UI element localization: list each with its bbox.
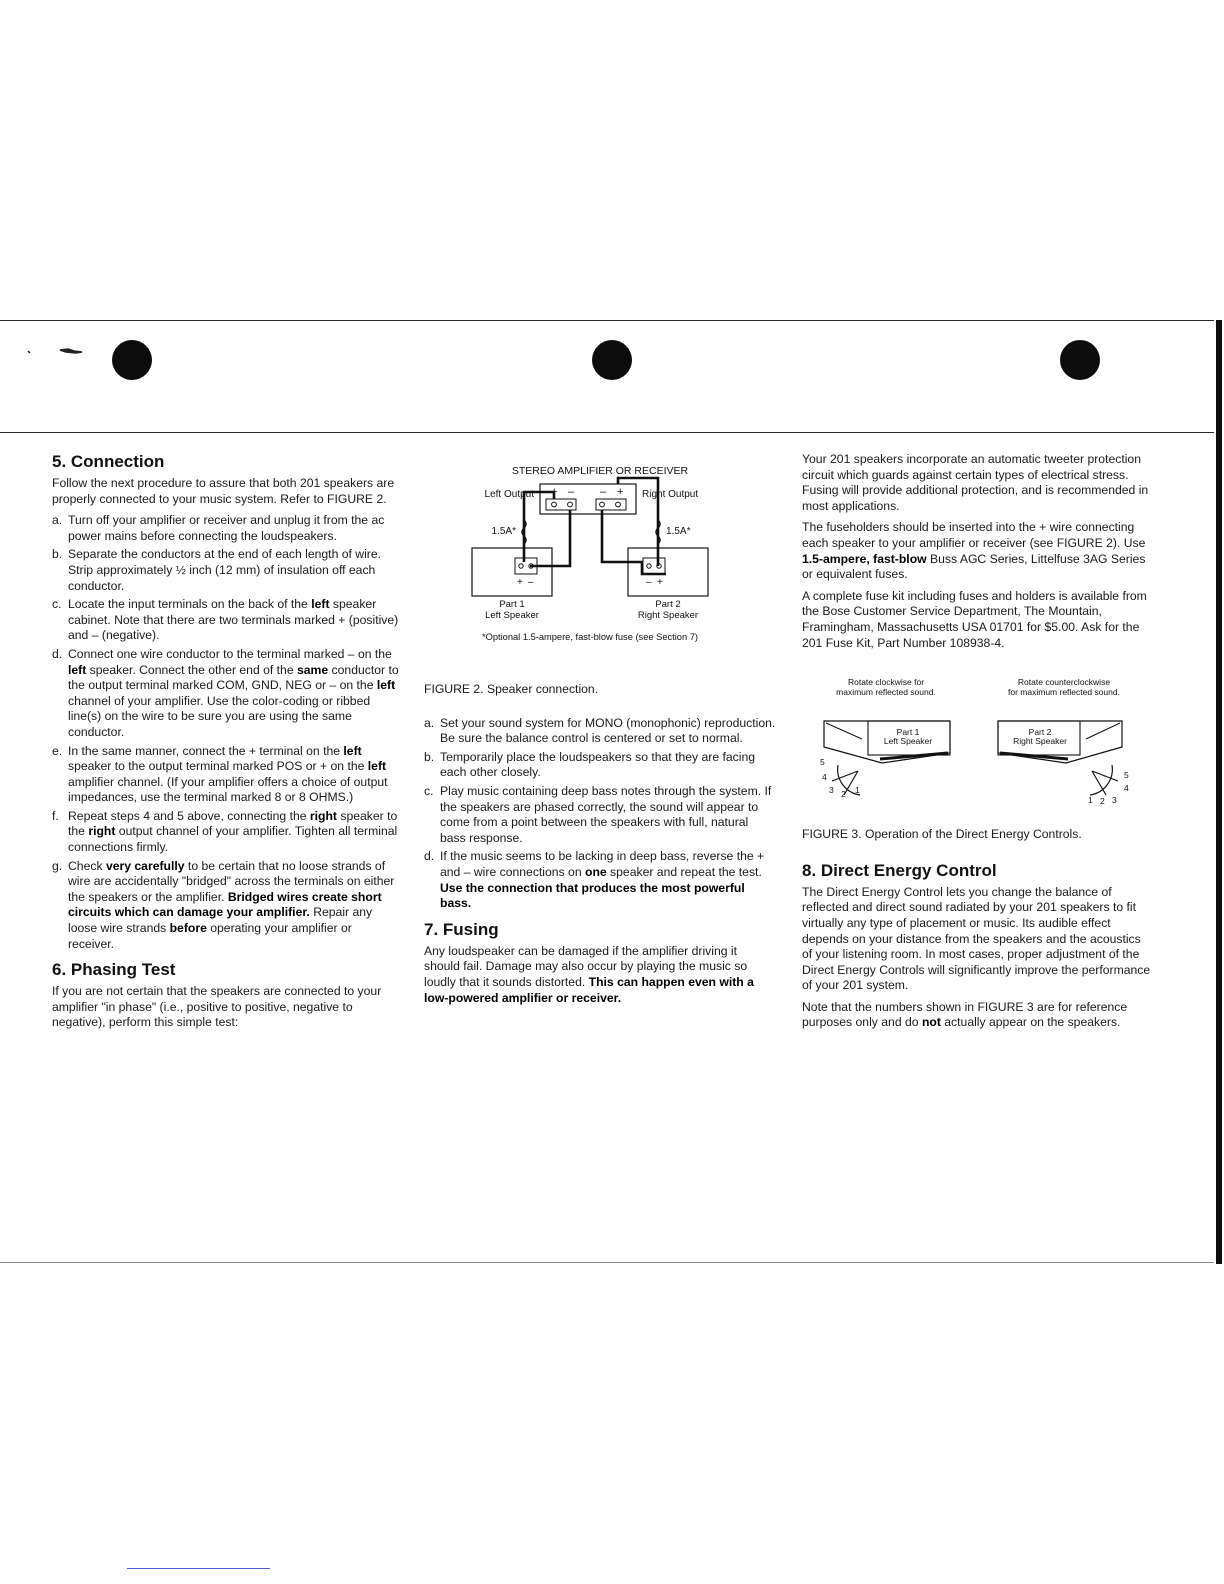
emphasis: left [376, 678, 396, 693]
step-marker: c. [424, 783, 434, 798]
step-text: In the same manner, connect the + terminal on the [68, 743, 344, 758]
step-text: Locate the input terminals on the back of the [68, 597, 312, 612]
right-speaker-terminals [643, 558, 665, 574]
connection-steps [52, 513, 400, 952]
left-output-label: Left Output [484, 489, 534, 500]
speaker-connection-diagram [424, 462, 776, 662]
emphasis: left [367, 759, 387, 774]
binder-hole-icon [112, 340, 152, 380]
emphasis: 1.5-ampere, fast-blow [802, 551, 927, 566]
fuse-kit-paragraph: A complete fuse kit including fuses and holders is available from the Bose Customer Service Department, The Mountain, Framingham, Massachusetts USA 01701 for $5.00. Ask for the 201 Fuse Kit, Part Number 108938-4. [802, 588, 1147, 650]
left-n1: 1 [855, 785, 860, 796]
section-7-body [424, 944, 776, 1006]
body-text: The fuseholders should be inserted into the + wire connecting each speaker to your amplifier or receiver (see FIGURE 2). Use [802, 520, 1146, 550]
right-rotate-note-1: Rotate counterclockwise [1017, 677, 1111, 688]
step-marker: a. [424, 715, 435, 730]
bottom-rule [0, 1262, 1214, 1263]
left-speaker-label: Left Speaker [883, 736, 933, 747]
section-5-intro: Follow the next procedure to assure that both 201 speakers are properly connected to your music system. Refer to FIGURE 2. [52, 476, 395, 506]
step-text: Connect one wire conductor to the terminal marked – on the [68, 646, 392, 661]
emphasis: very carefully [105, 858, 185, 873]
right-rotate-note-2: for maximum reflected sound. [1008, 687, 1120, 698]
right-spk-plus: + [657, 577, 663, 588]
left-spk-plus: + [517, 577, 523, 588]
figure-3-caption: FIGURE 3. Operation of the Direct Energy Controls. [802, 827, 1082, 842]
section-8-title: 8. Direct Energy Control [802, 860, 997, 880]
section-8-note [802, 1000, 1154, 1031]
right-output-label: Right Output [642, 489, 699, 500]
scan-smudge-icon [26, 345, 86, 359]
emphasis: This can happen even with a low-powered amplifier or receiver. [424, 974, 754, 1005]
direct-energy-control-diagram [802, 677, 1154, 827]
left-part-label: Part 1 [896, 727, 920, 738]
step-c [52, 597, 400, 644]
left-fuse-label: 1.5A* [491, 526, 516, 537]
left-rotate-note-2: maximum reflected sound. [836, 687, 936, 698]
step-text: to be certain that no loose strands of wire are accidentally "bridged" across the terminals on either the speakers or the amplifier. [68, 858, 395, 904]
section-5-title: 5. Connection [52, 452, 165, 471]
step-text: Play music containing deep bass notes through the system. If the speakers are phased correctly, the sound will appear to come from a point between the speakers with full, natural bass response. [440, 783, 772, 845]
step-text: speaker to the [68, 808, 398, 839]
body-text: Note that the numbers shown in FIGURE 3 are for reference purposes only and do [802, 999, 1128, 1030]
body-text: actually appear on the speakers. [940, 1015, 1121, 1030]
right-fuse-label: 1.5A* [666, 526, 691, 537]
step-marker: f. [52, 808, 59, 823]
binder-hole-icon [592, 340, 632, 380]
step-d [52, 647, 400, 741]
step-marker: e. [52, 743, 63, 758]
step-marker: d. [52, 646, 63, 661]
right-n1: 1 [1088, 795, 1093, 806]
section-7-title: 7. Fusing [424, 919, 499, 939]
emphasis: left [311, 597, 330, 612]
step-f [52, 809, 400, 856]
step-text: Separate the conductors at the end of each length of wire. Strip approximately ½ inch (12 mm) of insulation off each conductor. [68, 547, 382, 593]
phasing-step-d [424, 849, 776, 911]
left-n3: 3 [829, 785, 834, 796]
amp-left-plus: + [551, 486, 558, 498]
step-text: amplifier channel. (If your amplifier offers a choice of output impedances, use the terminal marked 8 or 8 OHMS.) [68, 774, 388, 805]
emphasis: one [585, 864, 607, 879]
right-n2: 2 [1100, 796, 1105, 807]
step-text: channel of your amplifier. Use the color-coding or ribbed line(s) on the wire to be sure you are using the same conductor. [68, 693, 371, 739]
left-n4: 4 [822, 772, 827, 783]
fuseholder-paragraph [802, 520, 1154, 582]
right-speaker-label: Right Speaker [1013, 736, 1067, 747]
speaker-terminal-icon [647, 564, 651, 568]
step-marker: b. [52, 547, 63, 562]
step-text: Turn off your amplifier or receiver and unplug it from the ac power mains before connecting the loudspeakers. [68, 513, 385, 543]
page-edge-shadow [1216, 320, 1222, 1264]
header-rule [0, 432, 1214, 433]
emphasis: same [297, 662, 329, 677]
figure-3-diagram [802, 677, 1154, 827]
phasing-step-b [424, 750, 776, 781]
left-speaker-box [472, 548, 552, 596]
left-rotate-note-1: Rotate clockwise for [847, 677, 925, 688]
step-text: operating your amplifier or receiver. [68, 921, 352, 951]
left-spk-minus: – [528, 577, 534, 588]
step-text: speaker and repeat the test. [606, 864, 762, 879]
right-part-label: Part 2 [655, 599, 681, 610]
right-n5: 5 [1124, 770, 1129, 781]
phasing-step-c [424, 784, 776, 846]
right-n3: 3 [1112, 795, 1117, 806]
right-part-label: Part 2 [1028, 727, 1052, 738]
section-6-intro: If you are not certain that the speakers are connected to your amplifier "in phase" (i.e., positive to positive, negative to negative), perform this simple test: [52, 984, 382, 1030]
amp-terminal-icon [616, 502, 621, 507]
step-text: Set your sound system for MONO (monophonic) reproduction. Be sure the balance control is centered or set to normal. [440, 715, 776, 746]
emphasis: left [68, 662, 87, 677]
emphasis: not [921, 1015, 941, 1030]
left-speaker-label: Left Speaker [485, 610, 539, 621]
step-a [52, 513, 400, 544]
step-text: speaker cabinet. Note that there are two terminals marked + (positive) and – (negative). [68, 597, 399, 643]
step-marker: d. [424, 849, 435, 864]
step-marker: g. [52, 858, 63, 873]
phasing-steps [424, 716, 776, 912]
emphasis: right [309, 808, 337, 823]
step-text: Check [68, 858, 106, 873]
column-middle [424, 462, 776, 1012]
amp-right-terminal-block [596, 499, 626, 510]
left-part-label: Part 1 [499, 599, 525, 610]
step-e [52, 744, 400, 806]
emphasis: right [88, 824, 116, 839]
step-text: speaker to the output terminal marked POS or + on the [68, 759, 368, 774]
amp-terminal-icon [600, 502, 605, 507]
fuse-footnote: *Optional 1.5-ampere, fast-blow fuse (see Section 7) [481, 632, 699, 642]
amp-left-minus: – [568, 486, 575, 498]
body-text: Buss AGC Series, Littelfuse 3AG Series or equivalent fuses. [802, 551, 1146, 582]
amplifier-heading: STEREO AMPLIFIER OR RECEIVER [511, 465, 689, 477]
step-text: speaker. Connect the other end of the [86, 662, 297, 677]
speaker-terminal-icon [519, 564, 523, 568]
right-spk-minus: – [646, 577, 652, 588]
left-speaker-diagonal [826, 723, 862, 739]
right-n4: 4 [1124, 783, 1129, 794]
amp-right-plus: + [617, 486, 624, 498]
step-text: If the music seems to be lacking in deep bass, reverse the + and – wire connections on [440, 849, 765, 879]
binder-hole-icon [1060, 340, 1100, 380]
emphasis: Bridged wires create short circuits which can damage your amplifier. [68, 889, 382, 920]
amp-right-minus: – [600, 486, 607, 498]
step-marker: a. [52, 513, 63, 528]
step-g [52, 859, 400, 953]
right-speaker-box [628, 548, 708, 596]
left-n5: 5 [820, 757, 825, 768]
bottom-underline [127, 1568, 270, 1569]
body-text: Any loudspeaker can be damaged if the amplifier driving it should fail. Damage may also occur by playing the music so loudly that it sounds distorted. [424, 943, 748, 989]
step-text: Repeat steps 4 and 5 above, connecting the [68, 808, 310, 823]
right-speaker-diagonal [1086, 723, 1120, 739]
right-control-arc-icon [1090, 765, 1118, 795]
amp-terminal-icon [552, 502, 557, 507]
step-text: conductor to the output terminal marked COM, GND, NEG or – on the [68, 662, 399, 693]
step-text: Repair any loose wire strands [68, 905, 373, 936]
section-8-body: The Direct Energy Control lets you change the balance of reflected and direct sound radiated by your 201 speakers to fit virtually any type of placement or music. Its audible effect depends on your distance from the speakers and the acoustics of your listening room. In most cases, proper adjustment of the Direct Energy Controls will significantly improve the performance of your 201 system. [802, 884, 1151, 993]
section-6-title: 6. Phasing Test [52, 960, 176, 980]
figure-2-diagram [424, 462, 776, 662]
step-b [52, 547, 400, 594]
amp-terminal-icon [568, 502, 573, 507]
step-marker: c. [52, 597, 62, 612]
column-left [52, 452, 400, 1037]
left-n2: 2 [841, 789, 846, 800]
phasing-step-a [424, 716, 776, 747]
column-right [802, 452, 1154, 1037]
step-text: Temporarily place the loudspeakers so that they are facing each other closely. [440, 749, 756, 780]
emphasis: Use the connection that produces the most powerful bass. [440, 880, 745, 911]
fusing-protection-paragraph: Your 201 speakers incorporate an automatic tweeter protection circuit which guards against certain types of electrical stress. Fusing will provide additional protection, and is recommended in most applications. [802, 452, 1149, 513]
right-speaker-label: Right Speaker [637, 610, 699, 621]
emphasis: before [169, 921, 207, 936]
amp-left-terminal-block [546, 499, 576, 510]
step-text: output channel of your amplifier. Tighten all terminal connections firmly. [68, 824, 398, 855]
emphasis: left [343, 743, 362, 758]
figure-2-caption: FIGURE 2. Speaker connection. [424, 682, 599, 696]
step-marker: b. [424, 749, 435, 764]
top-rule [0, 320, 1214, 321]
